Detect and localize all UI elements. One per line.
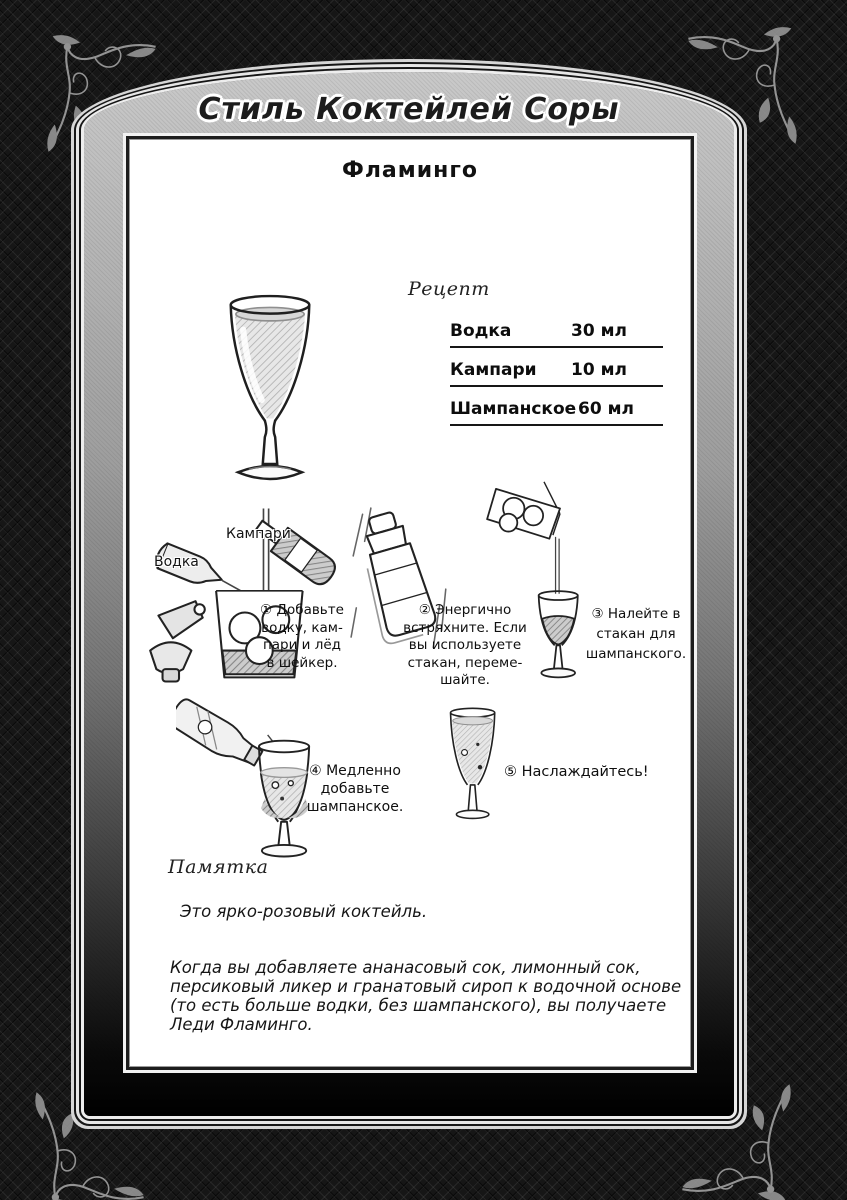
step-line: ② Энергично (418, 602, 512, 618)
panel-outer-border (123, 133, 697, 1073)
step5-instructions (504, 764, 674, 782)
step-line: стакан, переме- (407, 654, 523, 671)
step-line: ④ Медленно (309, 763, 401, 779)
ingredient-amount: 30 мл (571, 321, 627, 341)
step-line: в шейкер. (266, 654, 338, 671)
step1-instructions (246, 602, 358, 672)
step-line: добавьте (320, 781, 390, 797)
memo-paragraph (170, 958, 692, 1034)
ingredient-name: Шампанское (450, 399, 577, 419)
step-line: ⑤ Наслаждайтесь! (504, 764, 649, 780)
memo-paragraph-line: Когда вы добавляете ананасовый сок, лимонный сок, (170, 958, 641, 977)
step-line: стакан для (596, 626, 676, 642)
step-line: шампанское. (306, 799, 404, 815)
vodka-bottle-label: Водка (154, 554, 199, 570)
step-line: шампанского. (585, 646, 687, 662)
recipe-heading: Рецепт (408, 278, 490, 300)
ingredient-name: Кампари (450, 360, 537, 380)
step-line: встряхните. Если (403, 619, 527, 636)
step-line: шайте. (440, 672, 490, 688)
cocktail-title: Фламинго (342, 158, 478, 183)
ingredient-amount: 10 мл (571, 360, 627, 380)
step-line: вы используете (408, 637, 522, 653)
memo-note: Это ярко-розовый коктейль. (180, 902, 428, 921)
arched-frame (84, 72, 734, 1116)
step-line: водку, кам- (261, 619, 343, 636)
step4-instructions (294, 762, 416, 816)
memo-paragraph-line: (то есть больше водки, без шампанского), вы получаете (170, 996, 667, 1015)
step-line: ③ Налейте в (591, 606, 681, 622)
ingredient-row (450, 361, 663, 387)
ingredient-row (450, 322, 663, 348)
step-line: ① Добавьте (260, 602, 344, 618)
memo-paragraph-line: персиковый ликер и гранатовый сироп к водочной основе (170, 977, 682, 996)
ingredient-row (450, 400, 663, 426)
recipe-panel (129, 139, 691, 1067)
step2-instructions (396, 602, 534, 690)
campari-bottle-label: Кампари (226, 526, 291, 542)
step-line: пари и лёд (262, 637, 342, 653)
ingredient-name: Водка (450, 321, 512, 341)
step3-instructions (580, 604, 692, 664)
memo-paragraph-line: Леди Фламинго. (170, 1015, 313, 1034)
series-title: Стиль Коктейлей Соры (198, 92, 620, 127)
step5-finished-cocktail-illustration (438, 690, 508, 840)
ingredient-amount: 60 мл (578, 399, 634, 419)
memo-heading: Памятка (168, 856, 269, 878)
hero-cocktail-glass-illustration (208, 286, 332, 488)
panel-dark-border (126, 136, 694, 1070)
